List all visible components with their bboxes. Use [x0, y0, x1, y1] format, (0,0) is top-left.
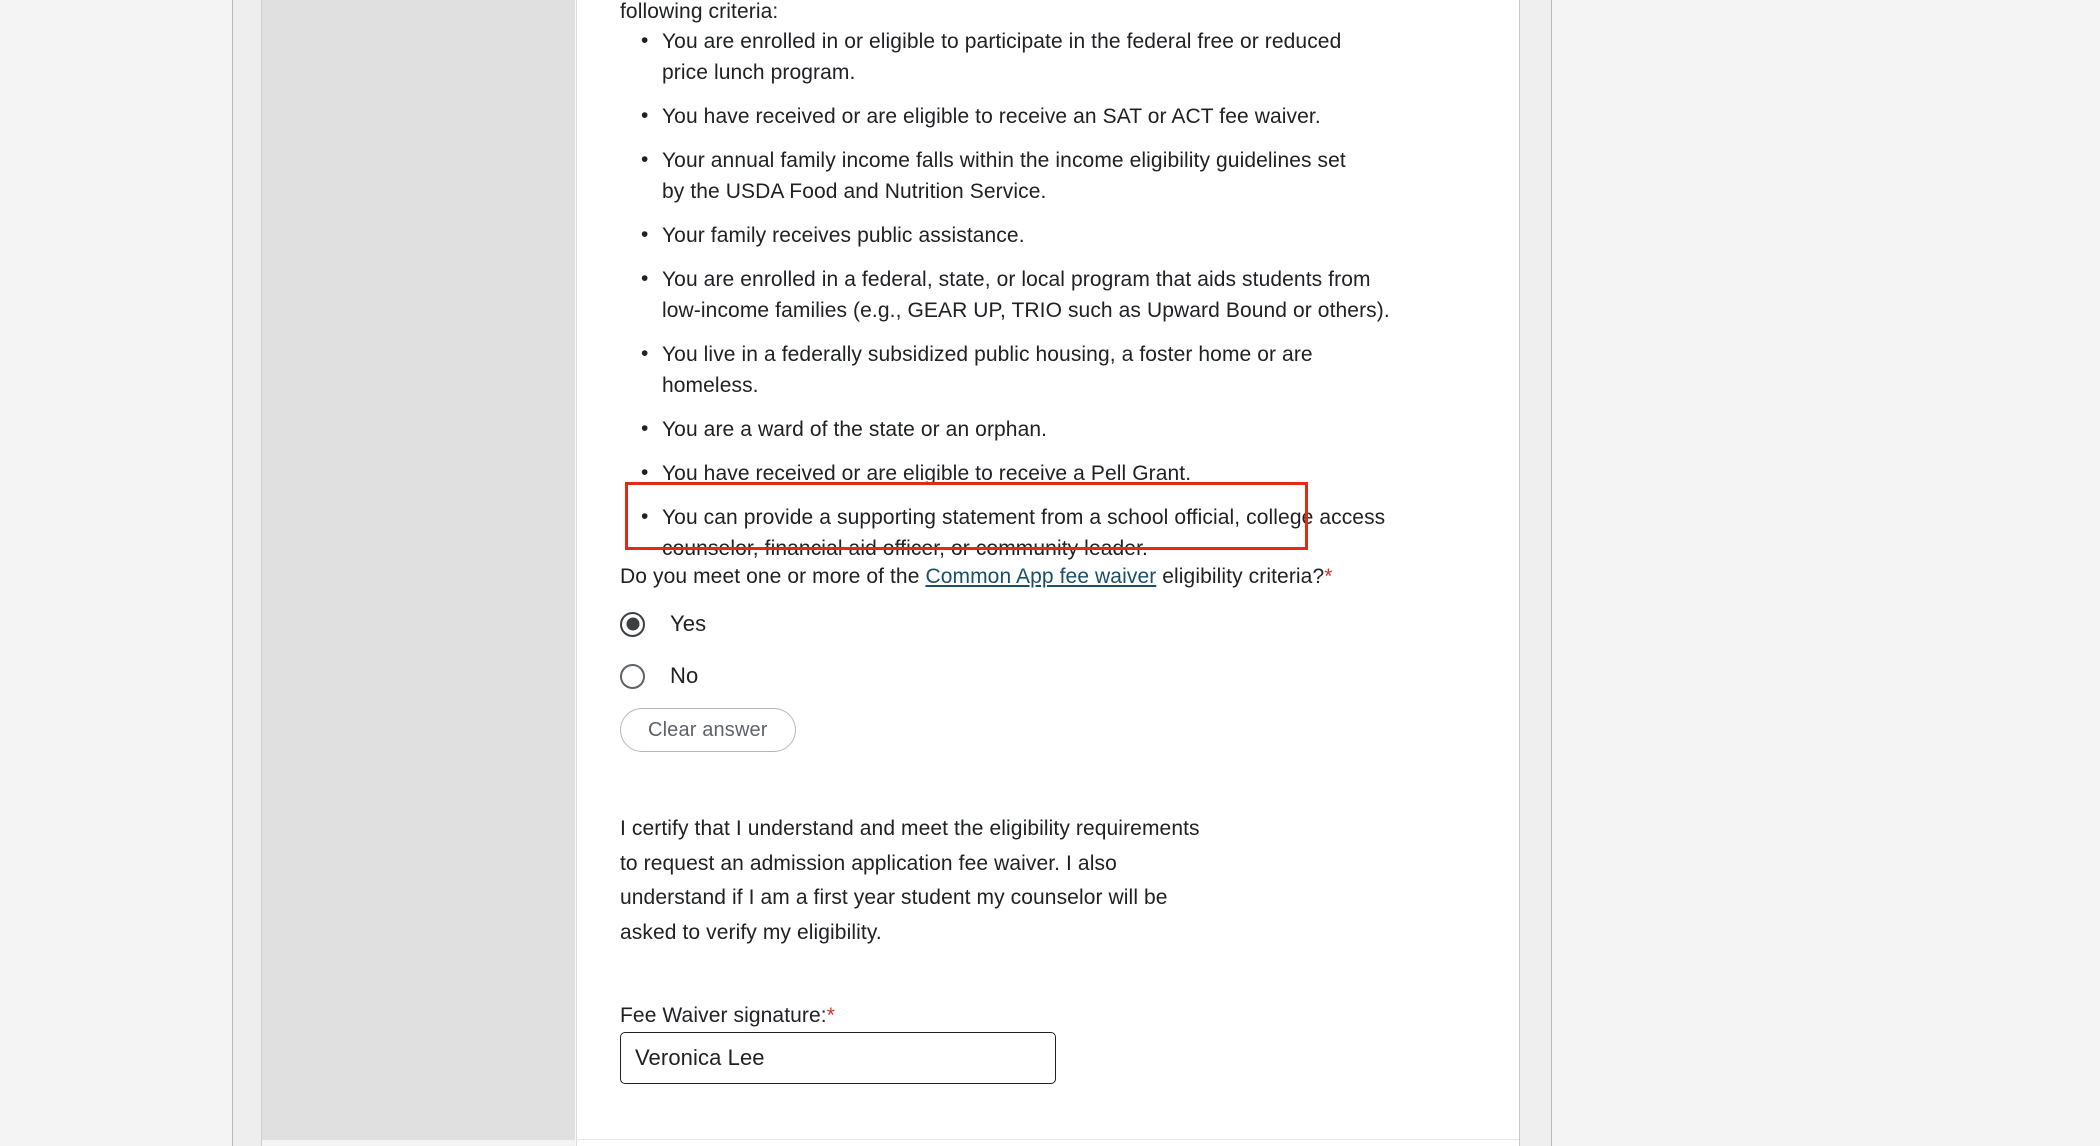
radio-no-icon[interactable] — [620, 664, 645, 689]
question-prefix: Do you meet one or more of the — [620, 565, 926, 588]
certification-line: to request an admission application fee waiver. I also — [620, 851, 1117, 875]
card-bottom-divider — [576, 1139, 1520, 1140]
criteria-item: • You have received or are eligible to receive an SAT or ACT fee waiver. — [662, 101, 1362, 132]
signature-required-asterisk: * — [826, 1004, 836, 1027]
required-asterisk: * — [1324, 565, 1333, 588]
card-left-border — [576, 0, 577, 1146]
radio-yes-icon[interactable] — [620, 612, 645, 637]
eligibility-criteria-list — [620, 26, 1402, 577]
certification-statement — [620, 812, 1200, 950]
criteria-item: • Your family receives public assistance. — [662, 220, 1362, 251]
radio-option-yes[interactable] — [620, 598, 706, 650]
signature-label-text: Fee Waiver signature: — [620, 1004, 827, 1027]
page-background-left — [0, 0, 232, 1146]
radio-option-no[interactable] — [620, 650, 706, 702]
criteria-item: • Your annual family income falls within the income eligibility guidelines set by the USDA Food and Nutrition Service. — [662, 145, 1362, 207]
criteria-item: • You are enrolled in or eligible to participate in the federal free or reduced price lunch program. — [662, 26, 1392, 88]
question-suffix: eligibility criteria? — [1156, 565, 1325, 588]
fee-waiver-question — [620, 562, 1333, 592]
criteria-item: • You have received or are eligible to receive a Pell Grant. — [662, 458, 1362, 489]
criteria-item: • You live in a federally subsidized public housing, a foster home or are homeless. — [662, 339, 1362, 401]
certification-line: asked to verify my eligibility. — [620, 920, 882, 944]
certification-line: I certify that I understand and meet the eligibility requirements — [620, 817, 1200, 840]
page-background-right — [1552, 0, 2100, 1146]
clear-answer-button[interactable]: Clear answer — [620, 708, 796, 752]
criteria-item: • You are a ward of the state or an orphan. — [662, 414, 1362, 445]
left-gutter-strip — [233, 0, 261, 1146]
criteria-item: • You are enrolled in a federal, state, or local program that aids students from low-income families (e.g., GEAR UP, TRIO such as Upward Bound or others). — [662, 264, 1392, 326]
signature-field-label — [620, 1004, 835, 1028]
right-gutter-strip — [1520, 0, 1551, 1146]
fee-waiver-radio-group — [620, 598, 706, 702]
criteria-item-highlighted: • You can provide a supporting statement from a school official, college access counselor, financial aid officer, or community leader. — [662, 502, 1392, 564]
common-app-fee-waiver-link[interactable]: Common App fee waiver — [925, 565, 1157, 588]
criteria-intro-text: following criteria: — [620, 0, 779, 23]
fee-waiver-signature-input[interactable] — [620, 1032, 1056, 1084]
left-grey-panel — [262, 0, 575, 1140]
certification-line: understand if I am a first year student my counselor will be — [620, 886, 1168, 909]
radio-no-label: No — [670, 663, 699, 688]
radio-yes-label: Yes — [670, 611, 707, 636]
